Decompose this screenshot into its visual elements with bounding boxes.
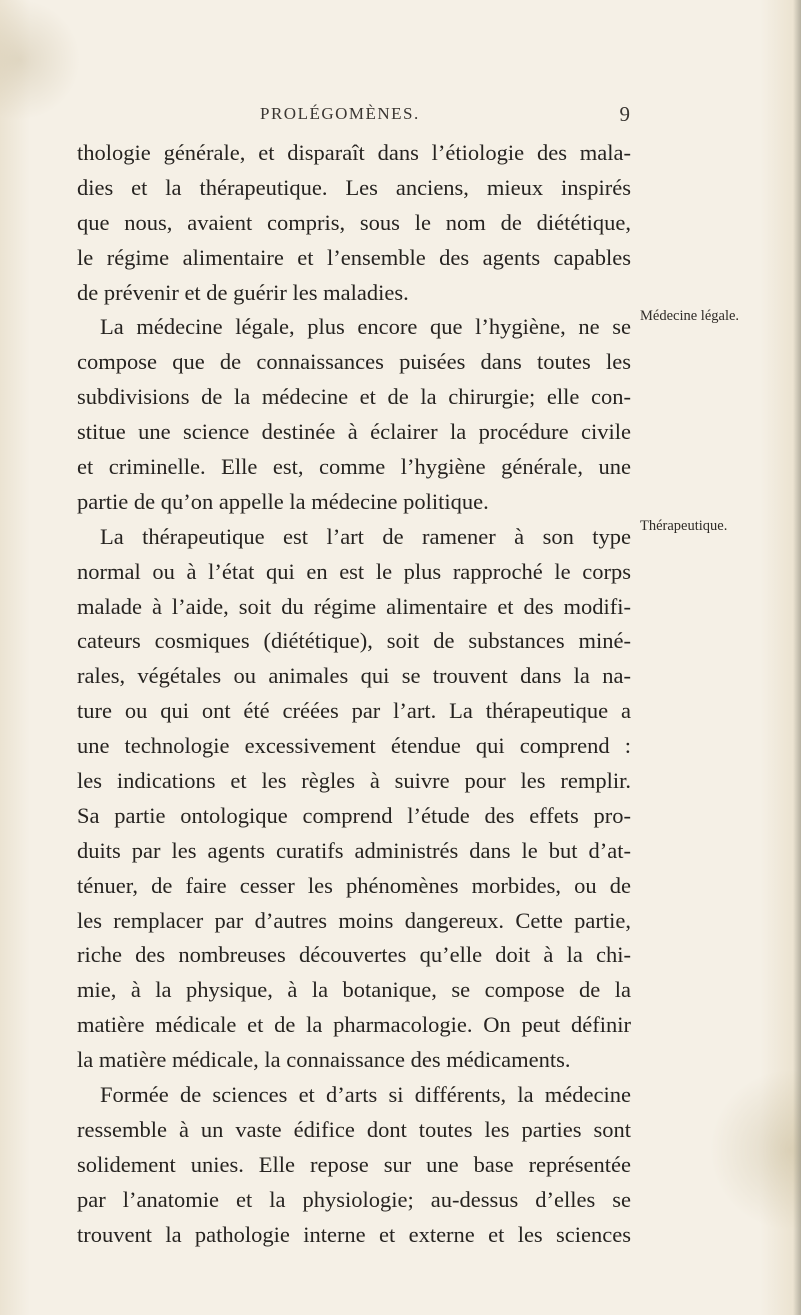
text-line: Formée de sciences et d’arts si différents, la médecine <box>100 1082 631 1108</box>
text-line: partie de qu’on appelle la médecine politique. <box>77 488 489 514</box>
body-text <box>77 136 631 1253</box>
text-line: ressemble à un vaste édifice dont toutes les parties sont <box>77 1116 631 1142</box>
text-line: ture ou qui ont été créées par l’art. La thérapeutique a <box>77 698 631 724</box>
text-line: normal ou à l’état qui en est le plus rapproché le corps <box>77 558 631 584</box>
text-line: matière médicale et de la pharmacologie. On peut définir <box>77 1012 631 1038</box>
text-line: le régime alimentaire et l’ensemble des agents capables <box>77 244 631 270</box>
margin-note-therapeutique: Thérapeutique. <box>640 518 728 534</box>
text-line: dies et la thérapeutique. Les anciens, mieux inspirés <box>77 174 631 200</box>
text-line: et criminelle. Elle est, comme l’hygiène générale, une <box>77 454 631 480</box>
text-line: duits par les agents curatifs administrés dans le but d’at- <box>77 837 631 863</box>
text-line: solidement unies. Elle repose sur une base représentée <box>77 1151 631 1177</box>
text-line: La médecine légale, plus encore que l’hygiène, ne se <box>100 314 631 340</box>
text-line: thologie générale, et disparaît dans l’étiologie des mala- <box>77 140 631 165</box>
page-number: 9 <box>619 102 630 126</box>
text-line: ténuer, de faire cesser les phénomènes morbides, ou de <box>77 872 631 898</box>
running-title: PROLÉGOMÈNES. <box>260 104 420 123</box>
running-head <box>60 104 630 132</box>
text-line: riche des nombreuses découvertes qu’elle doit à la chi- <box>77 942 631 968</box>
text-line: cateurs cosmiques (diététique), soit de substances miné- <box>77 628 631 654</box>
page-edge-shadow <box>793 0 801 1315</box>
text-line: rales, végétales ou animales qui se trouvent dans la na- <box>77 663 631 689</box>
text-line: compose que de connaissances puisées dans toutes les <box>77 349 631 375</box>
text-line: la matière médicale, la connaissance des médicaments. <box>77 1047 571 1073</box>
text-line: Sa partie ontologique comprend l’étude des effets pro- <box>77 802 631 828</box>
text-line: de prévenir et de guérir les maladies. <box>77 279 409 305</box>
text-line: mie, à la physique, à la botanique, se compose de la <box>77 977 631 1003</box>
text-line: trouvent la pathologie interne et externe et les sciences <box>77 1221 631 1247</box>
text-line: stitue une science destinée à éclairer la procédure civile <box>77 419 631 445</box>
margin-note-medecine-legale: Médecine légale. <box>640 308 740 324</box>
text-line: les remplacer par d’autres moins dangereux. Cette partie, <box>77 907 631 933</box>
text-line: La thérapeutique est l’art de ramener à son type <box>100 523 631 549</box>
text-line: malade à l’aide, soit du régime alimentaire et des modifi- <box>77 593 631 619</box>
text-line: par l’anatomie et la physiologie; au-dessus d’elles se <box>77 1186 631 1212</box>
text-line: les indications et les règles à suivre pour les remplir. <box>77 768 631 794</box>
text-line: une technologie excessivement étendue qui comprend : <box>77 733 631 759</box>
text-line: subdivisions de la médecine et de la chirurgie; elle con- <box>77 384 631 410</box>
text-line: que nous, avaient compris, sous le nom de diététique, <box>77 209 631 235</box>
